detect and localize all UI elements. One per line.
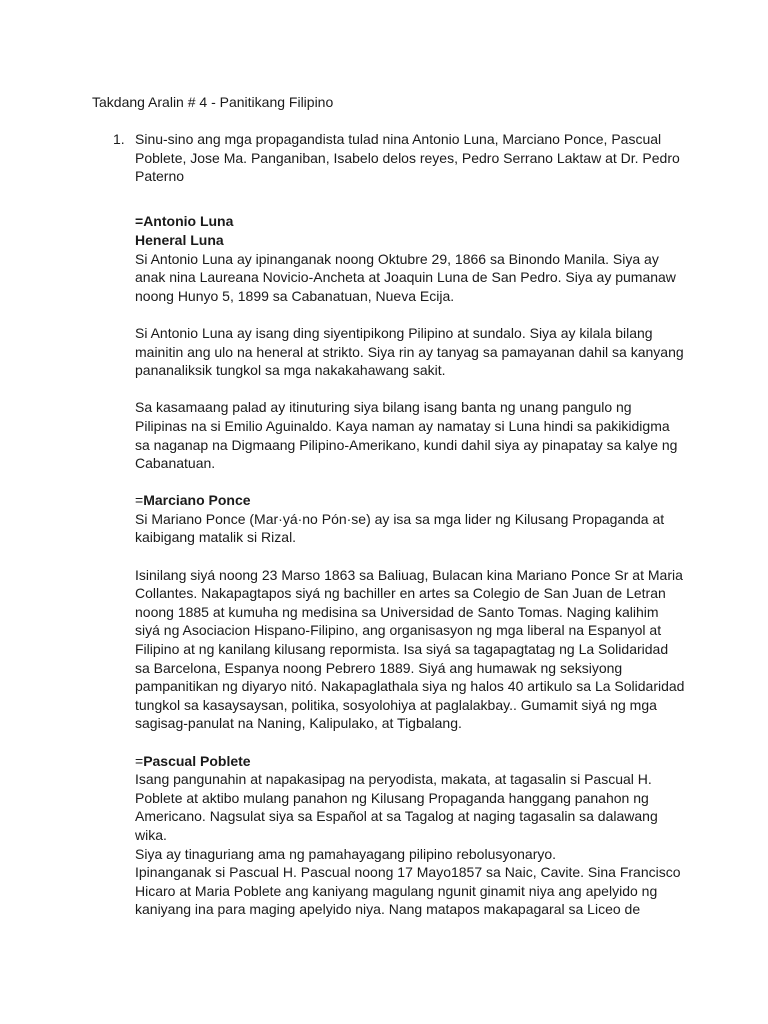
text-line: Ipinanganak si Pascual H. Pascual noong 17 Mayo1857 sa Naic, Cavite. Sina Francisco bbox=[135, 864, 681, 881]
text-line: Cabanatuan. bbox=[135, 455, 216, 472]
text-line: anak nina Laureana Novicio-Ancheta at Joaquin Luna de San Pedro. Siya ay pumanaw bbox=[135, 269, 676, 286]
section-heading-luna bbox=[135, 212, 675, 231]
text-line: sa Barcelona, Espanya noong Pebrero 1889. Siyá ang humawak ng seksiyong bbox=[135, 659, 623, 676]
spacer bbox=[135, 733, 675, 752]
text-line: siyá ng Asociacion Hispano-Filipino, ang organisasyon ng mga liberal na Espanyol at bbox=[135, 622, 662, 639]
question-line: Sinu-sino ang mga propagandista tulad nina Antonio Luna, Marciano Ponce, Pascual bbox=[135, 131, 662, 147]
heading-prefix: = bbox=[135, 492, 144, 509]
list-number: 1. bbox=[113, 131, 125, 147]
heading-text: Pascual Poblete bbox=[143, 752, 251, 769]
paragraph bbox=[135, 510, 675, 547]
text-line: Si Antonio Luna ay ipinanganak noong Oktubre 29, 1866 sa Binondo Manila. Siya ay bbox=[135, 250, 659, 267]
paragraph bbox=[135, 324, 684, 380]
text-line: Siya ay tinaguriang ama ng pamahayagang pilipino rebolusyonaryo. bbox=[135, 845, 557, 862]
text-line: kaniyang ina para maging apelyido niya. Nang matapos makapagaral sa Liceo de bbox=[135, 901, 641, 918]
text-line: noong Hunyo 5, 1899 sa Cabanatuan, Nueva Ecija. bbox=[135, 287, 455, 304]
text-line: Sa kasamaang palad ay itinuturing siya bilang isang banta ng unang pangulo ng bbox=[135, 399, 632, 416]
text-line: noong 1885 at kumuha ng medisina sa Universidad de Santo Tomas. Naging kalihim bbox=[135, 603, 659, 620]
text-line: Isinilang siyá noong 23 Marso 1863 sa Baliuag, Bulacan kina Mariano Ponce Sr at Maria bbox=[135, 566, 683, 583]
spacer bbox=[135, 305, 675, 324]
text-line: pananaliksik tungkol sa mga nakakahawang sakit. bbox=[135, 362, 446, 379]
section-heading-poblete bbox=[135, 752, 675, 771]
spacer bbox=[135, 547, 675, 566]
document-title: Takdang Aralin # 4 - Panitikang Filipino bbox=[92, 94, 334, 110]
text-line: mainitin ang ulo na heneral at strikto. Siya rin ay tanyag sa pamayanan dahil sa kanyang bbox=[135, 343, 684, 360]
text-line: tungkol sa kasaysaysan, politika, sosyolohiya at paglalakbay.. Gumamit siyá ng mga bbox=[135, 696, 657, 713]
text-line: Si Mariano Ponce (Mar·yá·no Pón·se) ay isa sa mga lider ng Kilusang Propaganda at bbox=[135, 510, 665, 527]
text-line: Si Antonio Luna ay isang ding siyentipikong Pilipino at sundalo. Siya ay kilala bilang bbox=[135, 324, 653, 341]
paragraph bbox=[135, 398, 678, 472]
heading-text: Marciano Ponce bbox=[143, 492, 251, 509]
paragraph bbox=[135, 566, 685, 733]
document-body bbox=[135, 130, 685, 919]
section-heading-ponce bbox=[135, 491, 675, 510]
section-subheading-luna: Heneral Luna bbox=[135, 231, 224, 248]
text-line: pampanitikan ng diyaryo nitó. Nakapaglathala siya ng halos 40 artikulo sa La Solidaridad bbox=[135, 678, 685, 695]
spacer bbox=[135, 380, 675, 399]
text-line: Americano. Nagsulat siya sa Español at sa Tagalog at naging tagasalin sa dalawang bbox=[135, 808, 658, 825]
text-line: sa naganap na Digmaang Pilipino-Amerikano, kundi dahil siya ay pinapatay sa kalye ng bbox=[135, 436, 678, 453]
spacer bbox=[135, 473, 675, 492]
text-line: Isang pangunahin at napakasipag na peryodista, makata, at tagasalin si Pascual H. bbox=[135, 771, 652, 788]
spacer bbox=[135, 204, 675, 212]
text-line: Filipino at ng kanilang kilusang repormista. Isa siyá sa tagapagtatag ng La Solidaridad bbox=[135, 641, 669, 658]
heading-text: Antonio Luna bbox=[143, 213, 234, 230]
question-line: Paterno bbox=[135, 168, 185, 185]
text-line: wika. bbox=[135, 826, 167, 843]
text-line: kaibigang matalik si Rizal. bbox=[135, 529, 297, 546]
heading-prefix: = bbox=[135, 213, 144, 230]
text-line: Poblete at aktibo mulang panahon ng Kilusang Propaganda hanggang panahon ng bbox=[135, 789, 649, 806]
text-line: sagisag-panulat na Naning, Kalipulako, at Tigbalang. bbox=[135, 715, 462, 732]
spacer bbox=[135, 186, 675, 205]
question-line: Poblete, Jose Ma. Panganiban, Isabelo delos reyes, Pedro Serrano Laktaw at Dr. Pedro bbox=[135, 149, 680, 166]
text-line: Pilipinas na si Emilio Aguinaldo. Kaya naman ay namatay si Luna hindi sa pakikidigma bbox=[135, 417, 670, 434]
text-line: Hicaro at Maria Poblete ang kaniyang magulang ngunit ginamit niya ang apelyido ng bbox=[135, 882, 658, 899]
question-text bbox=[135, 130, 680, 186]
text-line: Collantes. Nakapagtapos siyá ng bachiller en artes sa Colegio de San Juan de Letran bbox=[135, 585, 666, 602]
paragraph bbox=[135, 770, 681, 919]
paragraph bbox=[135, 250, 675, 306]
heading-prefix: = bbox=[135, 752, 144, 769]
